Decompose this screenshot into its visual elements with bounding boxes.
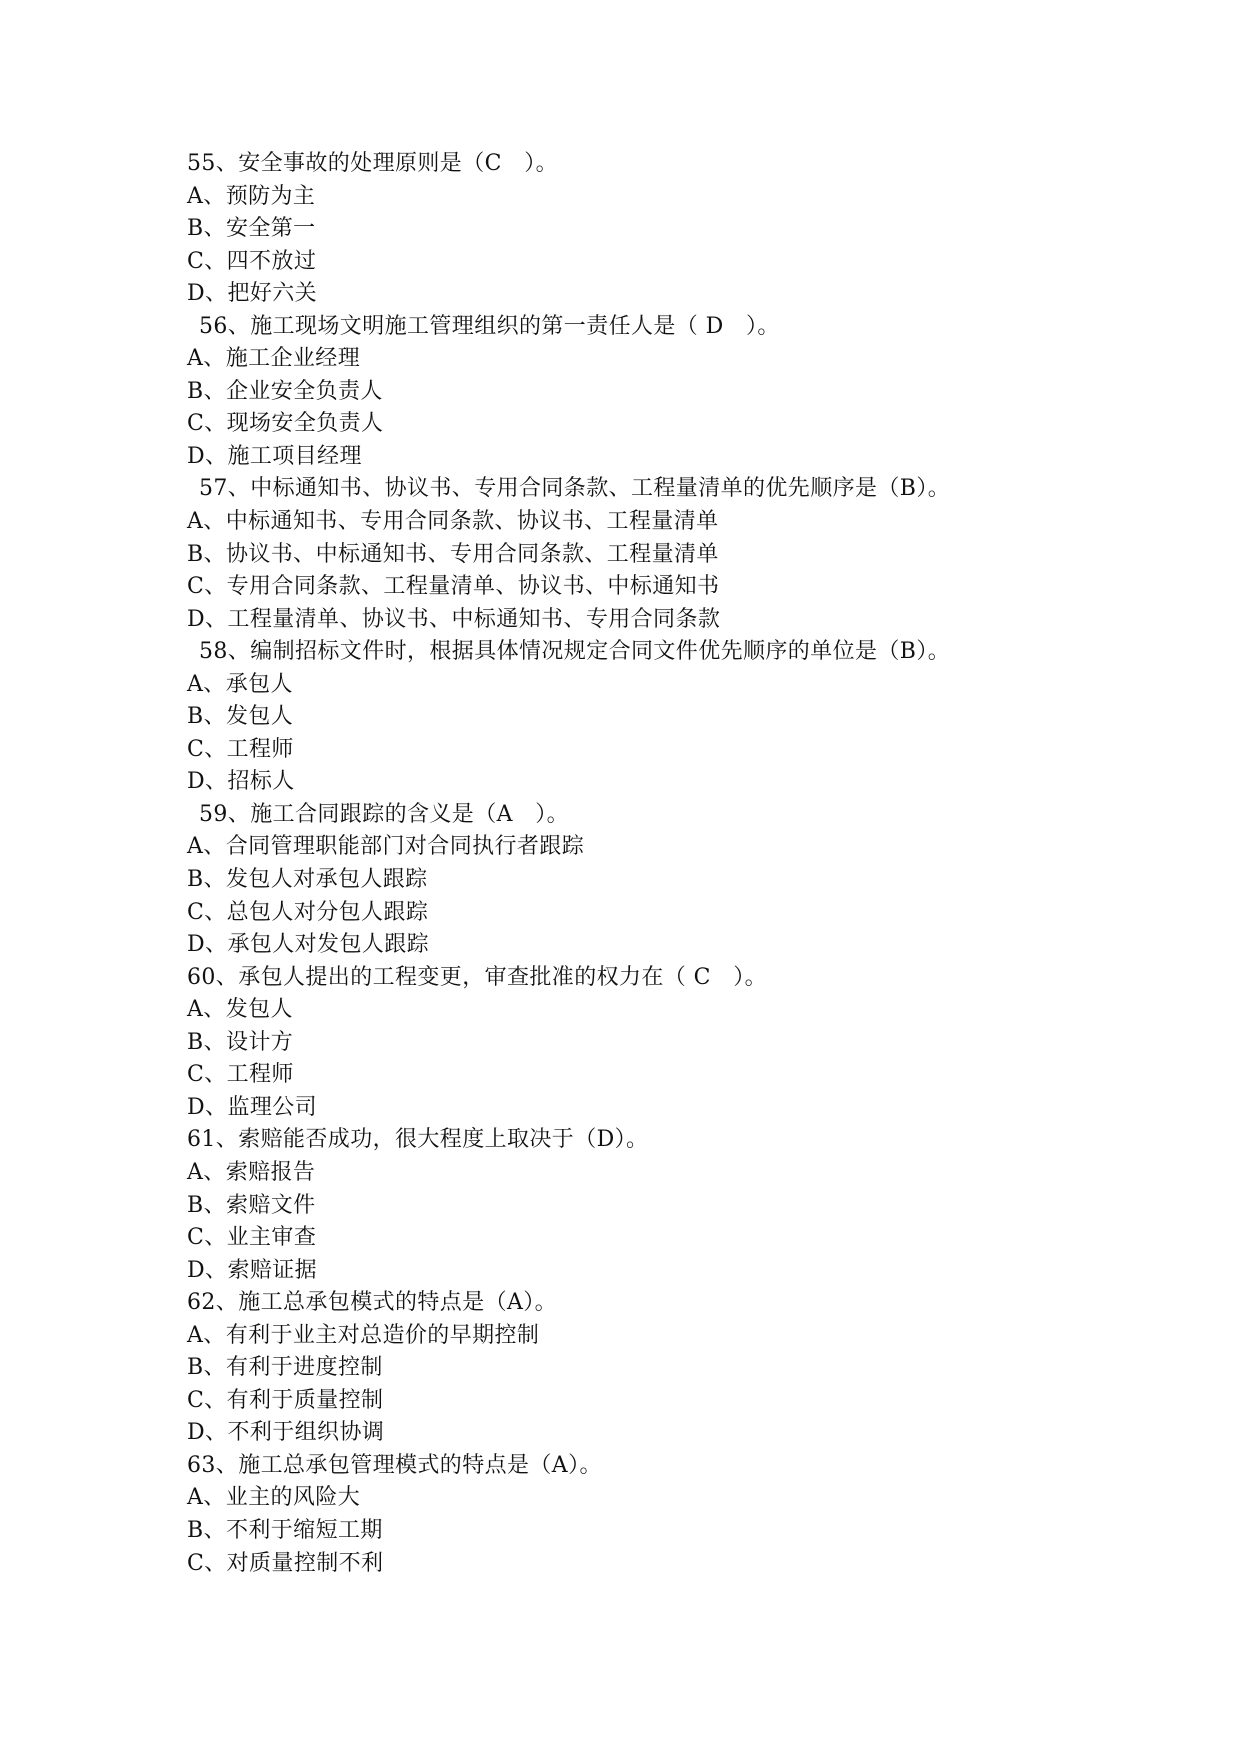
question-stem: 63、施工总承包管理模式的特点是（A）。 xyxy=(187,1452,602,1478)
question-stem: 62、施工总承包模式的特点是（A）。 xyxy=(187,1290,558,1316)
document-body xyxy=(187,148,1087,1580)
answer-option: B、索赔文件 xyxy=(187,1192,316,1218)
question-block xyxy=(187,636,1087,799)
answer-option: B、发包人对承包人跟踪 xyxy=(187,867,428,893)
answer-option: C、有利于质量控制 xyxy=(187,1387,384,1413)
answer-option: C、工程师 xyxy=(187,1062,294,1088)
answer-option: C、专用合同条款、工程量清单、协议书、中标通知书 xyxy=(187,574,720,600)
question-stem: 55、安全事故的处理原则是（C ）。 xyxy=(187,151,559,176)
question-stem: 61、索赔能否成功，很大程度上取决于（D）。 xyxy=(187,1127,649,1153)
answer-option: D、不利于组织协调 xyxy=(187,1420,385,1446)
answer-option: C、业主审查 xyxy=(187,1225,317,1251)
answer-option: D、把好六关 xyxy=(187,281,318,307)
question-stem: 60、承包人提出的工程变更，审查批准的权力在（ C ）。 xyxy=(187,964,768,990)
answer-option: A、中标通知书、专用合同条款、协议书、工程量清单 xyxy=(187,509,719,535)
question-stem: 56、施工现场文明施工管理组织的第一责任人是（ D ）。 xyxy=(199,313,780,339)
answer-option: B、企业安全负责人 xyxy=(187,378,383,404)
answer-option: A、业主的风险大 xyxy=(187,1485,361,1511)
answer-option: D、监理公司 xyxy=(187,1094,318,1120)
answer-option: C、总包人对分包人跟踪 xyxy=(187,899,429,925)
question-block xyxy=(187,962,1087,1125)
answer-option: D、工程量清单、协议书、中标通知书、专用合同条款 xyxy=(187,606,721,632)
answer-option: B、发包人 xyxy=(187,704,294,730)
answer-option: B、协议书、中标通知书、专用合同条款、工程量清单 xyxy=(187,541,719,567)
answer-option: D、招标人 xyxy=(187,769,295,795)
question-block xyxy=(187,311,1087,474)
question-block xyxy=(187,1287,1087,1450)
answer-option: A、索赔报告 xyxy=(187,1159,316,1185)
answer-option: D、承包人对发包人跟踪 xyxy=(187,932,430,958)
answer-option: B、设计方 xyxy=(187,1029,294,1055)
question-block xyxy=(187,148,1087,311)
answer-option: D、索赔证据 xyxy=(187,1257,318,1283)
answer-option: B、不利于缩短工期 xyxy=(187,1517,383,1543)
question-block xyxy=(187,1124,1087,1287)
answer-option: D、施工项目经理 xyxy=(187,443,362,469)
answer-option: C、工程师 xyxy=(187,736,294,762)
answer-option: A、施工企业经理 xyxy=(187,346,361,372)
question-stem: 58、编制招标文件时，根据具体情况规定合同文件优先顺序的单位是（B）。 xyxy=(199,639,951,665)
answer-option: A、有利于业主对总造价的早期控制 xyxy=(187,1322,540,1348)
answer-option: C、四不放过 xyxy=(187,248,317,274)
answer-option: A、预防为主 xyxy=(187,183,316,209)
answer-option: C、对质量控制不利 xyxy=(187,1550,384,1576)
answer-option: C、现场安全负责人 xyxy=(187,411,384,437)
question-block xyxy=(187,1450,1087,1580)
answer-option: B、安全第一 xyxy=(187,216,316,242)
question-stem: 59、施工合同跟踪的含义是（A ）。 xyxy=(199,801,570,827)
answer-option: A、承包人 xyxy=(187,671,293,697)
question-block xyxy=(187,473,1087,636)
answer-option: A、发包人 xyxy=(187,997,293,1023)
answer-option: A、合同管理职能部门对合同执行者跟踪 xyxy=(187,834,585,860)
answer-option: B、有利于进度控制 xyxy=(187,1355,383,1381)
question-stem: 57、中标通知书、协议书、专用合同条款、工程量清单的优先顺序是（B）。 xyxy=(199,476,951,502)
question-block xyxy=(187,799,1087,962)
